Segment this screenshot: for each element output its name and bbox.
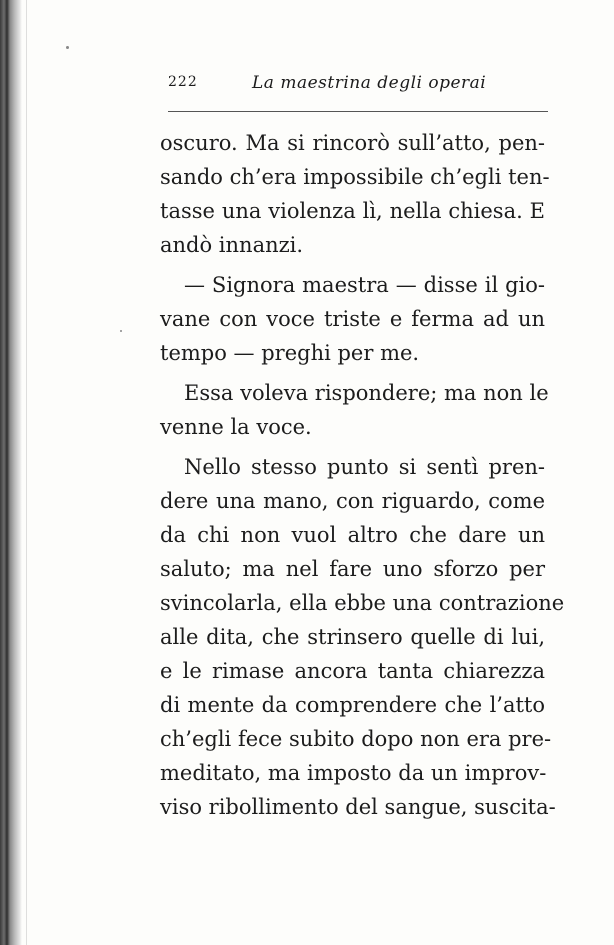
text-line: vane con voce triste e ferma ad un: [160, 307, 545, 331]
paper-speck: [120, 330, 122, 332]
text-line: da chi non vuol altro che dare un: [160, 523, 545, 547]
text-line: tasse una violenza lì, nella chiesa. E: [160, 199, 545, 223]
text-line: di mente da comprendere che l’atto: [160, 693, 545, 717]
text-line: dere una mano, con riguardo, come: [160, 489, 545, 513]
text-line: e le rimase ancora tanta chiarezza: [160, 659, 545, 683]
paragraph: [160, 126, 550, 262]
text-line: svincolarla, ella ebbe una contrazione: [160, 591, 565, 615]
running-title: La maestrina degli operai: [252, 73, 487, 93]
text-line: tempo — preghi per me.: [160, 341, 420, 365]
paper-speck: [66, 46, 69, 49]
binding-shadow-line: [26, 0, 27, 945]
text-line: ch’egli fece subito dopo non era pre-: [160, 727, 552, 751]
text-line: sando ch’era impossibile ch’egli ten-: [160, 165, 550, 189]
paragraph: [160, 376, 549, 444]
text-line: saluto; ma nel fare uno sforzo per: [160, 557, 545, 581]
text-line: oscuro. Ma si rincorò sull’atto, pen-: [160, 131, 545, 155]
body-text: [160, 126, 565, 824]
text-line: Essa voleva rispondere; ma non le: [184, 381, 549, 405]
page-number: 222: [168, 74, 198, 90]
paragraph: [160, 268, 545, 370]
header-rule: [168, 111, 548, 112]
text-line: meditato, ma imposto da un improv-: [160, 761, 547, 785]
text-line: alle dita, che strinsero quelle di lui,: [160, 625, 545, 649]
book-binding-edge: [0, 0, 22, 945]
text-line: venne la voce.: [160, 415, 312, 439]
text-line: Nello stesso punto si sentì pren-: [184, 455, 545, 479]
text-line: andò innanzi.: [160, 233, 304, 257]
page-header: [160, 74, 550, 98]
paragraph: [160, 450, 565, 824]
text-line: viso ribollimento del sangue, suscita-: [160, 795, 556, 819]
text-line: — Signora maestra — disse il gio-: [184, 273, 545, 297]
